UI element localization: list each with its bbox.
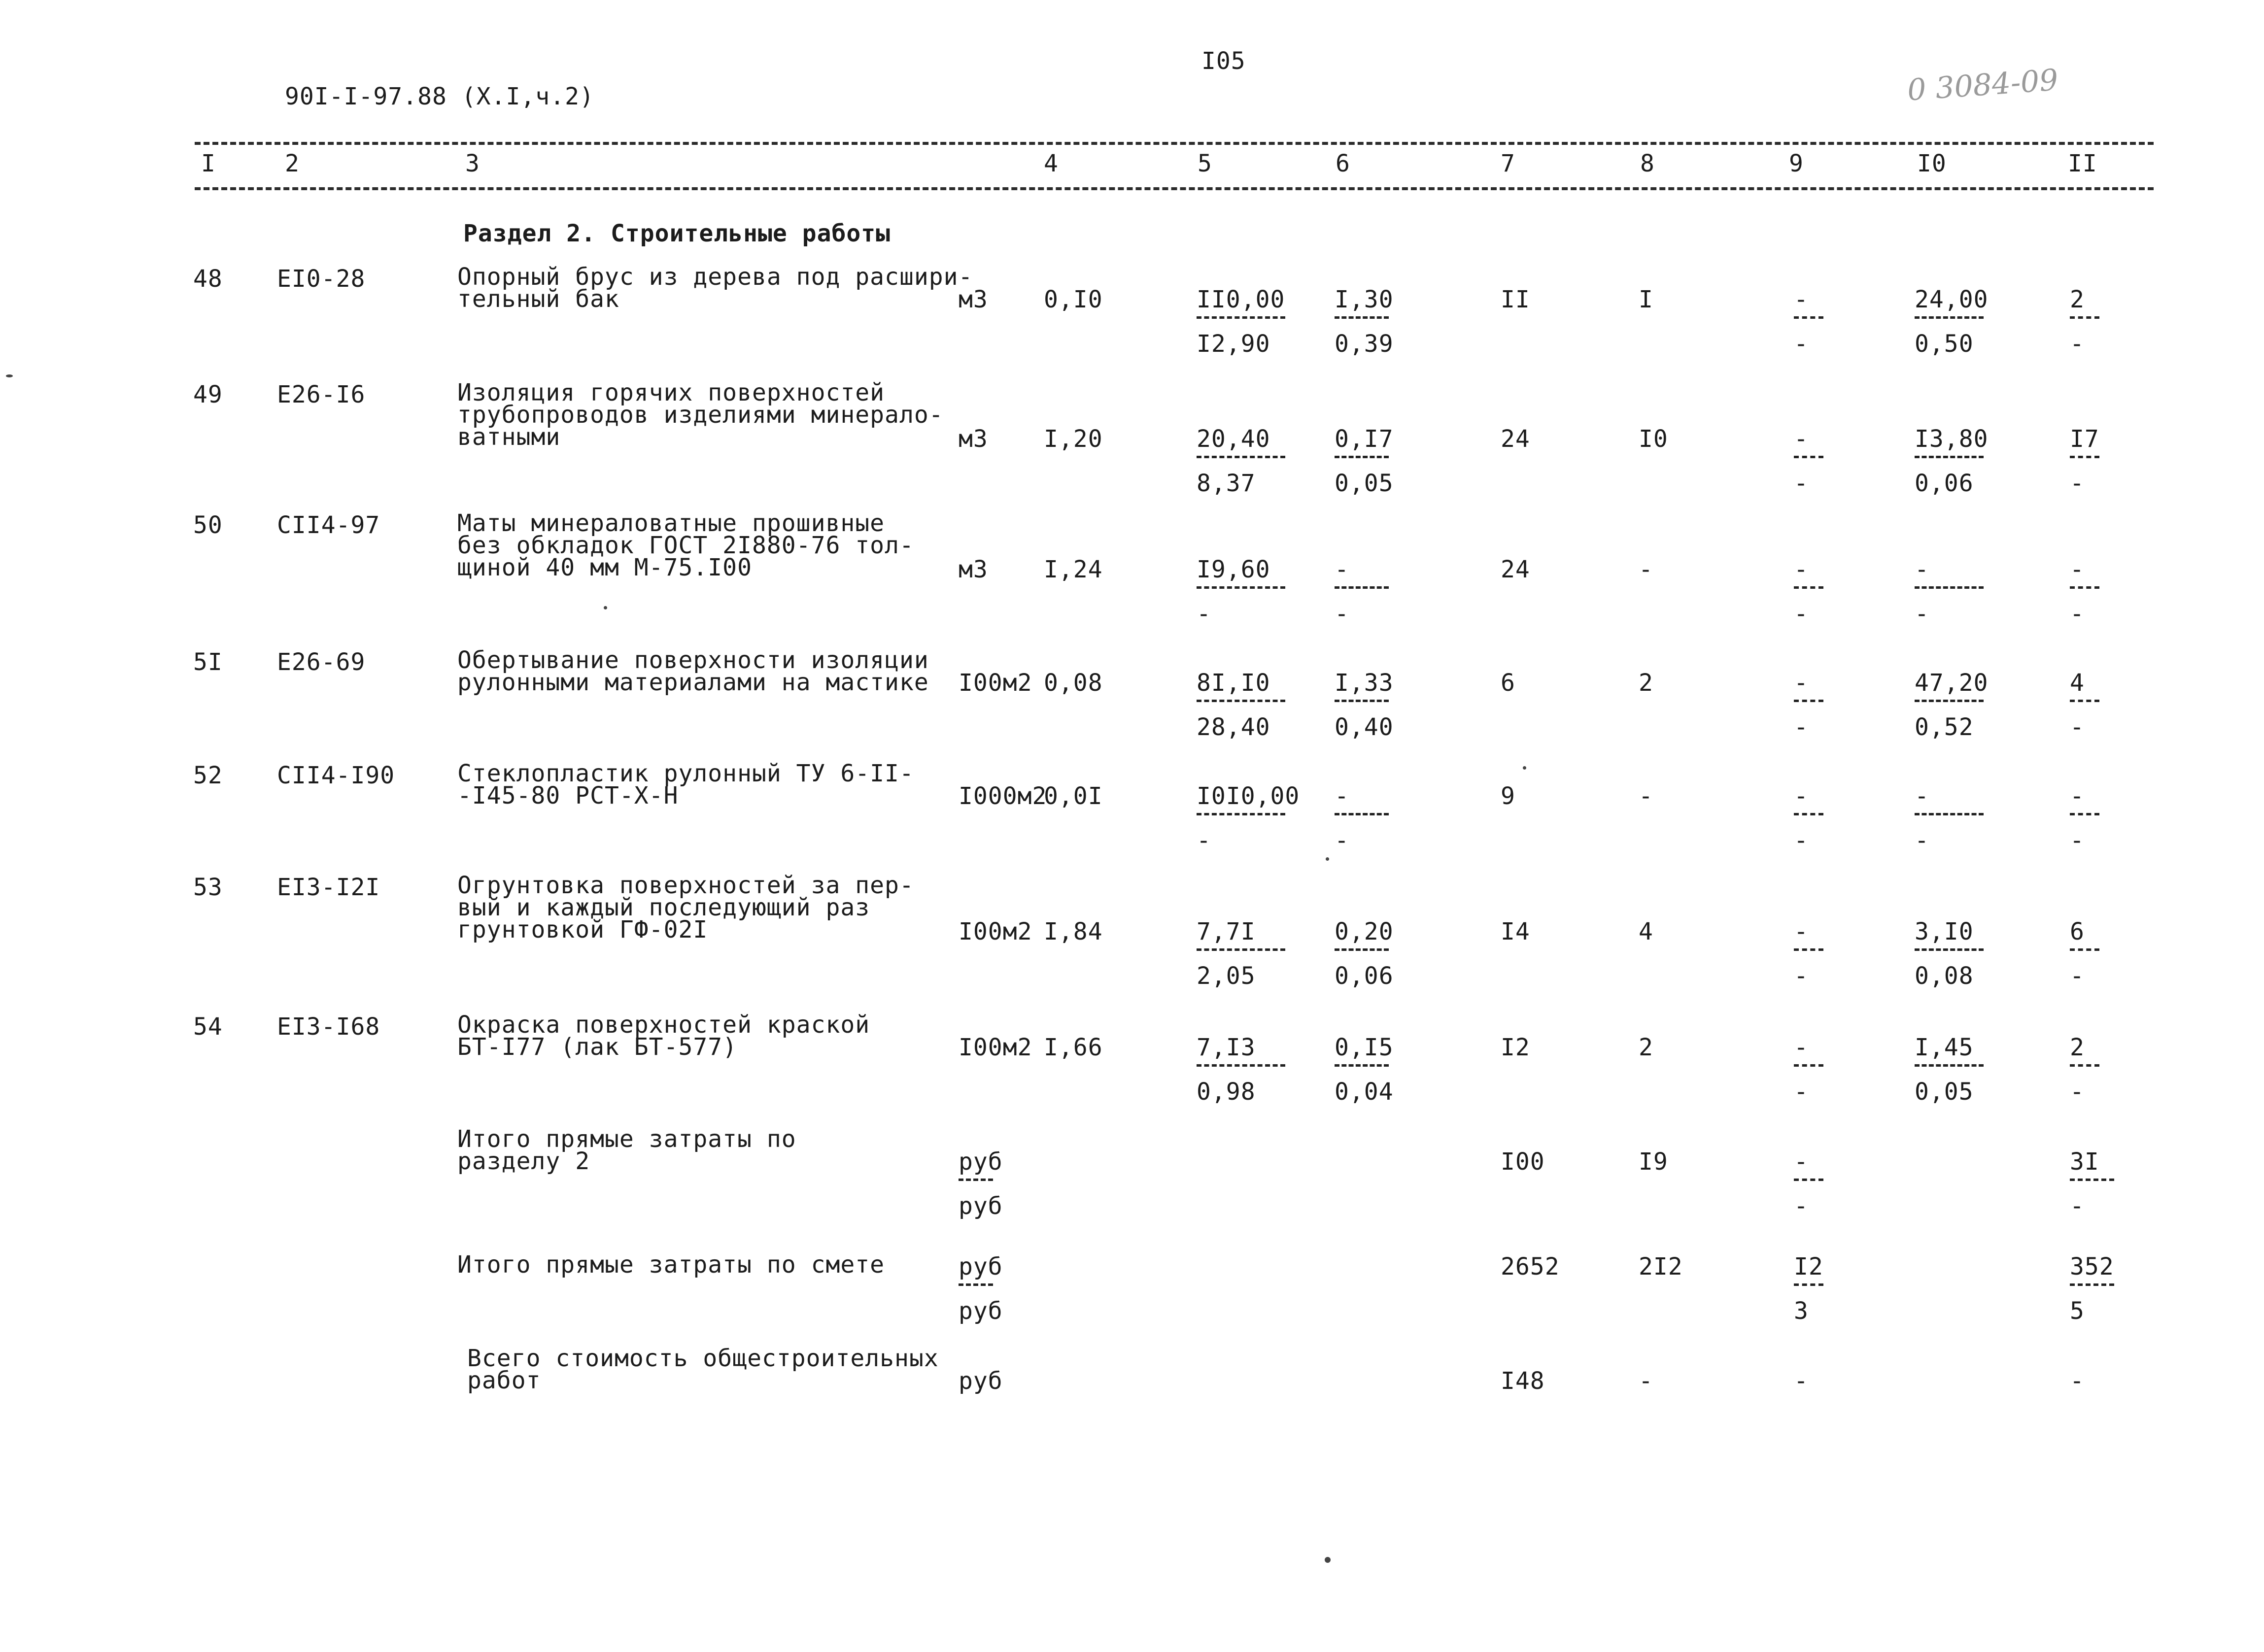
cell-c9-top: - xyxy=(1794,1034,1809,1061)
fraction-rule xyxy=(959,1179,993,1181)
fraction-rule xyxy=(1335,948,1389,951)
scan-speck xyxy=(1523,766,1526,770)
cell-c8: 4 xyxy=(1639,918,1653,945)
quantity: I,84 xyxy=(1044,918,1103,945)
work-description: Огрунтовка поверхностей за пер- вый и каждый последующий раз грунтовкой ГФ-02I xyxy=(457,872,914,944)
fraction-rule xyxy=(1794,316,1823,319)
cell-c11-bottom: - xyxy=(2070,1192,2085,1220)
cell-c10-top: I,45 xyxy=(1915,1034,1974,1061)
cell-c5-bottom: 28,40 xyxy=(1197,713,1270,741)
header-rule-bottom xyxy=(195,187,2154,190)
quantity: I,24 xyxy=(1044,556,1103,583)
total-label: Итого прямые затраты по разделу 2 xyxy=(457,1125,796,1175)
row-number: 5I xyxy=(193,648,223,676)
fraction-rule xyxy=(1915,586,1984,589)
fraction-rule xyxy=(1794,700,1823,702)
cell-c11-top: 2 xyxy=(2070,286,2085,313)
fraction-rule xyxy=(1915,813,1984,815)
fraction-rule xyxy=(959,1283,993,1286)
fraction-rule xyxy=(1197,456,1285,458)
cell-c10-top: - xyxy=(1915,782,1929,810)
cell-c11: - xyxy=(2070,1367,2085,1395)
fraction-rule xyxy=(2070,1179,2114,1181)
fraction-rule xyxy=(1915,456,1984,458)
cell-unit-top: руб xyxy=(959,1253,1003,1281)
document-code: 90I-I-97.88 (Х.I,ч.2) xyxy=(285,83,594,110)
quantity: 0,0I xyxy=(1044,782,1103,810)
fraction-rule xyxy=(1197,1064,1285,1067)
cell-c10-top: 24,00 xyxy=(1915,286,1989,313)
fraction-rule xyxy=(1335,813,1389,815)
fraction-rule xyxy=(1915,1064,1984,1067)
cell-c10-bottom: 0,08 xyxy=(1915,962,1974,990)
cell-c6-bottom: 0,05 xyxy=(1335,470,1394,497)
column-header: 7 xyxy=(1501,150,1515,177)
cell-c10-bottom: - xyxy=(1915,600,1929,628)
cell-c7: 6 xyxy=(1501,669,1515,697)
work-description: Маты минераловатные прошивные без обкладок ГОСТ 2I880-76 тол- щиной 40 мм М-75.I00 xyxy=(457,509,914,581)
cell-c10-bottom: - xyxy=(1915,827,1929,854)
scan-speck xyxy=(6,374,13,377)
rate-code: EI3-I68 xyxy=(277,1013,380,1041)
cell-c9-top: - xyxy=(1794,286,1809,313)
archive-stamp: 0 3084-09 xyxy=(1906,63,2059,108)
rate-code: E26-69 xyxy=(277,648,366,676)
cell-c7: 24 xyxy=(1501,425,1530,453)
fraction-rule xyxy=(2070,316,2099,319)
column-header: 8 xyxy=(1640,150,1655,177)
cell-c11-top: 6 xyxy=(2070,918,2085,945)
cell-c11-bottom: - xyxy=(2070,827,2085,854)
work-description: Изоляция горячих поверхностей трубопроводов изделиями минерало- ватными xyxy=(457,379,944,451)
fraction-rule xyxy=(1197,813,1285,815)
cell-c6-top: 0,I5 xyxy=(1335,1034,1394,1061)
unit: м3 xyxy=(959,425,988,453)
cell-c5-bottom: - xyxy=(1197,600,1211,628)
scan-speck xyxy=(1326,857,1329,861)
cell-c10-bottom: 0,06 xyxy=(1915,470,1974,497)
cell-c11-bottom: - xyxy=(2070,330,2085,358)
fraction-rule xyxy=(2070,1283,2114,1286)
unit: I000м2 xyxy=(959,782,1047,810)
cell-c6-bottom: - xyxy=(1335,600,1349,628)
cell-c8: I xyxy=(1639,286,1653,313)
cell-c5-bottom: 2,05 xyxy=(1197,962,1256,990)
cell-c5-bottom: 0,98 xyxy=(1197,1078,1256,1106)
cell-c6-top: - xyxy=(1335,556,1349,583)
cell-c5-top: 7,I3 xyxy=(1197,1034,1256,1061)
fraction-rule xyxy=(1335,316,1389,319)
cell-c5-bottom: I2,90 xyxy=(1197,330,1270,358)
cell-c11-bottom: - xyxy=(2070,470,2085,497)
fraction-rule xyxy=(2070,948,2099,951)
cell-c6-top: 0,20 xyxy=(1335,918,1394,945)
cell-c9-bottom: - xyxy=(1794,330,1809,358)
fraction-rule xyxy=(1197,700,1285,702)
fraction-rule xyxy=(2070,813,2099,815)
cell-c6-bottom: 0,40 xyxy=(1335,713,1394,741)
cell-c5-top: 8I,I0 xyxy=(1197,669,1270,697)
cell-c9-bottom: - xyxy=(1794,962,1809,990)
cell-c5-top: 20,40 xyxy=(1197,425,1270,453)
quantity: I,20 xyxy=(1044,425,1103,453)
fraction-rule xyxy=(2070,456,2099,458)
fraction-rule xyxy=(1794,1064,1823,1067)
row-number: 48 xyxy=(193,265,223,293)
column-header: 4 xyxy=(1044,150,1059,177)
cell-c11-bottom: - xyxy=(2070,713,2085,741)
total-label: Итого прямые затраты по смете xyxy=(457,1251,885,1279)
cell-c9-bottom: - xyxy=(1794,1192,1809,1220)
cell-c10-top: 47,20 xyxy=(1915,669,1989,697)
fraction-rule xyxy=(1197,586,1285,589)
fraction-rule xyxy=(1794,1179,1823,1181)
fraction-rule xyxy=(2070,700,2099,702)
fraction-rule xyxy=(1794,1283,1823,1286)
unit: I00м2 xyxy=(959,669,1032,697)
total-label: Всего стоимость общестроительных работ xyxy=(467,1345,939,1394)
cell-c9-top: - xyxy=(1794,1148,1809,1176)
fraction-rule xyxy=(1335,456,1389,458)
unit: м3 xyxy=(959,286,988,313)
cell-c10-bottom: 0,52 xyxy=(1915,713,1974,741)
cell-c8: I0 xyxy=(1639,425,1668,453)
cell-c10-bottom: 0,50 xyxy=(1915,330,1974,358)
fraction-rule xyxy=(1915,316,1984,319)
rate-code: E26-I6 xyxy=(277,381,366,408)
cell-c6-bottom: 0,04 xyxy=(1335,1078,1394,1106)
rate-code: EI0-28 xyxy=(277,265,366,293)
fraction-rule xyxy=(1794,586,1823,589)
cell-c6-top: I,33 xyxy=(1335,669,1394,697)
work-description: Стеклопластик рулонный ТУ 6-II- -I45-80 РСТ-Х-Н xyxy=(457,760,914,809)
cell-c9-top: - xyxy=(1794,425,1809,453)
cell-c7: 9 xyxy=(1501,782,1515,810)
cell-c5-bottom: 8,37 xyxy=(1197,470,1256,497)
cell-unit-bottom: руб xyxy=(959,1297,1003,1325)
unit: I00м2 xyxy=(959,1034,1032,1061)
cell-c6-top: I,30 xyxy=(1335,286,1394,313)
cell-c6-bottom: - xyxy=(1335,827,1349,854)
cell-c11-top: 4 xyxy=(2070,669,2085,697)
cell-c11-bottom: - xyxy=(2070,600,2085,628)
fraction-rule xyxy=(1794,456,1823,458)
cell-c9-bottom: - xyxy=(1794,713,1809,741)
cell-c8: - xyxy=(1639,1367,1653,1395)
cell-c9-top: - xyxy=(1794,669,1809,697)
cell-unit-top: руб xyxy=(959,1148,1003,1176)
cell-c9-top: I2 xyxy=(1794,1253,1823,1281)
cell-c9-bottom: - xyxy=(1794,600,1809,628)
unit: руб xyxy=(959,1367,1003,1395)
cell-c10-top: I3,80 xyxy=(1915,425,1989,453)
column-header: 3 xyxy=(465,150,480,177)
cell-c11-top: I7 xyxy=(2070,425,2099,453)
work-description: Окраска поверхностей краской БТ-I77 (лак БТ-577) xyxy=(457,1011,870,1061)
cell-c9-top: - xyxy=(1794,556,1809,583)
fraction-rule xyxy=(2070,1064,2099,1067)
scan-speck xyxy=(604,606,607,609)
unit: м3 xyxy=(959,556,988,583)
cell-c11-top: 2 xyxy=(2070,1034,2085,1061)
rate-code: CII4-I90 xyxy=(277,762,395,789)
cell-c5-top: 7,7I xyxy=(1197,918,1256,945)
cell-c9-top: - xyxy=(1794,918,1809,945)
cell-c5-top: II0,00 xyxy=(1197,286,1285,313)
quantity: I,66 xyxy=(1044,1034,1103,1061)
cell-c6-top: - xyxy=(1335,782,1349,810)
cell-c6-bottom: 0,39 xyxy=(1335,330,1394,358)
cell-c9-bottom: - xyxy=(1794,827,1809,854)
cell-c10-top: 3,I0 xyxy=(1915,918,1974,945)
cell-c7: I00 xyxy=(1501,1148,1545,1176)
fraction-rule xyxy=(1197,948,1285,951)
cell-c11-top: 352 xyxy=(2070,1253,2114,1281)
cell-c7: I48 xyxy=(1501,1367,1545,1395)
cell-c8: - xyxy=(1639,782,1653,810)
rate-code: CII4-97 xyxy=(277,511,380,539)
cell-c8: 2 xyxy=(1639,1034,1653,1061)
cell-c11-bottom: - xyxy=(2070,1078,2085,1106)
quantity: 0,I0 xyxy=(1044,286,1103,313)
cell-c7: I4 xyxy=(1501,918,1530,945)
page-number: I05 xyxy=(1201,47,1246,75)
cell-c6-top: 0,I7 xyxy=(1335,425,1394,453)
work-description: Опорный брус из дерева под расшири- тельный бак xyxy=(457,263,973,313)
column-header: II xyxy=(2068,150,2097,177)
cell-c11-top: - xyxy=(2070,556,2085,583)
row-number: 52 xyxy=(193,762,223,789)
cell-c5-bottom: - xyxy=(1197,827,1211,854)
cell-c7: I2 xyxy=(1501,1034,1530,1061)
header-rule-top xyxy=(195,142,2154,145)
fraction-rule xyxy=(1335,1064,1389,1067)
work-description: Обертывание поверхности изоляции рулонными материалами на мастике xyxy=(457,646,929,696)
row-number: 49 xyxy=(193,381,223,408)
column-header: 2 xyxy=(285,150,300,177)
cell-c8: 2I2 xyxy=(1639,1253,1683,1281)
column-header: 6 xyxy=(1336,150,1350,177)
cell-c9-bottom: - xyxy=(1794,470,1809,497)
fraction-rule xyxy=(1794,948,1823,951)
cell-c8: I9 xyxy=(1639,1148,1668,1176)
cell-c11-bottom: - xyxy=(2070,962,2085,990)
cell-c5-top: I9,60 xyxy=(1197,556,1270,583)
cell-c9-bottom: 3 xyxy=(1794,1297,1809,1325)
column-header: 9 xyxy=(1789,150,1804,177)
quantity: 0,08 xyxy=(1044,669,1103,697)
cell-c6-bottom: 0,06 xyxy=(1335,962,1394,990)
cell-c9-bottom: - xyxy=(1794,1078,1809,1106)
cell-c8: - xyxy=(1639,556,1653,583)
cell-c7: 2652 xyxy=(1501,1253,1560,1281)
scan-speck xyxy=(1325,1557,1331,1563)
row-number: 53 xyxy=(193,874,223,901)
cell-c8: 2 xyxy=(1639,669,1653,697)
fraction-rule xyxy=(1335,586,1389,589)
cell-c9: - xyxy=(1794,1367,1809,1395)
cell-c11-bottom: 5 xyxy=(2070,1297,2085,1325)
rate-code: EI3-I2I xyxy=(277,874,380,901)
fraction-rule xyxy=(1794,813,1823,815)
cell-c7: 24 xyxy=(1501,556,1530,583)
cell-c9-top: - xyxy=(1794,782,1809,810)
fraction-rule xyxy=(1335,700,1389,702)
unit: I00м2 xyxy=(959,918,1032,945)
fraction-rule xyxy=(1915,948,1984,951)
cell-c10-top: - xyxy=(1915,556,1929,583)
column-header: 5 xyxy=(1198,150,1212,177)
column-header: I0 xyxy=(1917,150,1947,177)
fraction-rule xyxy=(2070,586,2099,589)
cell-c11-top: - xyxy=(2070,782,2085,810)
fraction-rule xyxy=(1197,316,1285,319)
cell-unit-bottom: руб xyxy=(959,1192,1003,1220)
row-number: 54 xyxy=(193,1013,223,1041)
fraction-rule xyxy=(1915,700,1984,702)
cell-c7: II xyxy=(1501,286,1530,313)
cell-c11-top: 3I xyxy=(2070,1148,2099,1176)
cell-c10-bottom: 0,05 xyxy=(1915,1078,1974,1106)
section-title: Раздел 2. Строительные работы xyxy=(463,220,891,247)
cell-c5-top: I0I0,00 xyxy=(1197,782,1300,810)
row-number: 50 xyxy=(193,511,223,539)
column-header: I xyxy=(201,150,216,177)
